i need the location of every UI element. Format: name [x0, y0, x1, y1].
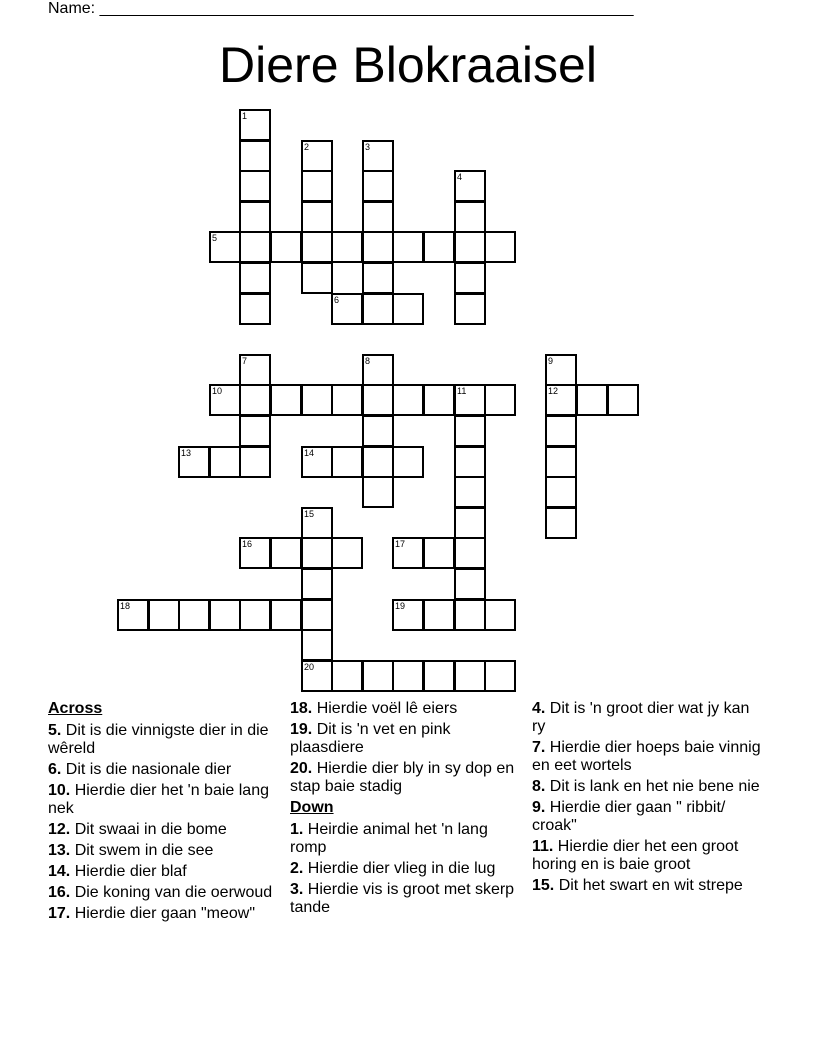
clue-text: Dit is 'n groot dier wat jy kan ry: [532, 700, 750, 735]
across-clue: [48, 722, 280, 758]
grid-cell[interactable]: [331, 293, 363, 325]
clue-num: 14.: [48, 863, 71, 880]
grid-cell[interactable]: [301, 629, 333, 661]
clue-num: 6.: [48, 761, 62, 778]
grid-cell[interactable]: [362, 262, 394, 294]
clue-num: 4.: [532, 700, 546, 717]
clue-number: 5: [212, 233, 218, 243]
grid-cell[interactable]: [362, 660, 394, 692]
down-clue: [290, 860, 522, 878]
clue-text: Dit is lank en het nie bene nie: [545, 778, 760, 795]
grid-cell[interactable]: [423, 599, 455, 631]
grid-cell[interactable]: [484, 660, 516, 692]
clue-text: Dit het swart en wit strepe: [554, 877, 743, 894]
grid-cell[interactable]: [454, 384, 486, 416]
grid-cell[interactable]: [301, 262, 333, 294]
grid-cell[interactable]: [239, 231, 271, 263]
clue-num: 3.: [290, 881, 304, 898]
across-clue: [290, 700, 522, 718]
clue-number: 2: [304, 142, 310, 152]
down-clue: [532, 877, 764, 895]
grid-cell[interactable]: [301, 568, 333, 600]
clue-number: 18: [120, 601, 131, 611]
down-clue: [532, 799, 764, 835]
grid-cell[interactable]: [392, 384, 424, 416]
down-clue: [532, 838, 764, 874]
grid-cell[interactable]: [239, 262, 271, 294]
clue-number: 13: [181, 448, 192, 458]
grid-cell[interactable]: [362, 446, 394, 478]
clue-number: 15: [304, 509, 315, 519]
clue-number: 8: [365, 356, 371, 366]
clue-number: 19: [395, 601, 406, 611]
across-clue: [48, 905, 280, 923]
grid-cell[interactable]: [392, 231, 424, 263]
grid-cell[interactable]: [239, 384, 271, 416]
clue-text: Hierdie voël lê eiers: [312, 700, 458, 717]
clue-num: 5.: [48, 722, 62, 739]
across-clue: [48, 782, 280, 818]
down-clue: [290, 881, 522, 917]
across-clue: [290, 760, 522, 796]
grid-cell[interactable]: [362, 415, 394, 447]
grid-cell[interactable]: [209, 384, 241, 416]
clue-text: Hierdie dier het een groot horing en is baie groot: [532, 838, 739, 873]
grid-cell[interactable]: [239, 537, 271, 569]
clue-num: 13.: [48, 842, 71, 859]
name-field-label: Name: ____________________________________________________________: [48, 0, 634, 17]
down-clue: [290, 821, 522, 857]
grid-cell[interactable]: [607, 384, 639, 416]
clue-number: 17: [395, 539, 406, 549]
grid-cell[interactable]: [362, 170, 394, 202]
grid-cell[interactable]: [392, 537, 424, 569]
down-heading: Down: [290, 799, 334, 816]
grid-cell[interactable]: [454, 507, 486, 539]
clue-column-3: [532, 700, 764, 898]
clue-number: 16: [242, 539, 253, 549]
grid-cell[interactable]: [362, 201, 394, 233]
clue-number: 1: [242, 111, 248, 121]
across-clue: [48, 884, 280, 902]
grid-cell[interactable]: [484, 384, 516, 416]
across-clue: [48, 761, 280, 779]
grid-cell[interactable]: [117, 599, 149, 631]
grid-cell[interactable]: [301, 201, 333, 233]
grid-cell[interactable]: [301, 446, 333, 478]
grid-cell[interactable]: [423, 384, 455, 416]
grid-cell[interactable]: [454, 170, 486, 202]
grid-cell[interactable]: [545, 354, 577, 386]
grid-cell[interactable]: [331, 660, 363, 692]
grid-cell[interactable]: [301, 384, 333, 416]
grid-cell[interactable]: [362, 476, 394, 508]
grid-cell[interactable]: [454, 537, 486, 569]
clue-number: 3: [365, 142, 371, 152]
clue-text: Hierdie dier blaf: [70, 863, 187, 880]
grid-cell[interactable]: [484, 599, 516, 631]
clue-num: 15.: [532, 877, 555, 894]
across-clue: [48, 842, 280, 860]
grid-cell[interactable]: [454, 201, 486, 233]
clue-num: 7.: [532, 739, 546, 756]
grid-cell[interactable]: [392, 446, 424, 478]
grid-cell[interactable]: [301, 660, 333, 692]
grid-cell[interactable]: [331, 446, 363, 478]
clue-number: 20: [304, 662, 315, 672]
grid-cell[interactable]: [239, 415, 271, 447]
grid-cell[interactable]: [301, 231, 333, 263]
clue-text: Hierdie dier het 'n baie lang nek: [48, 782, 269, 817]
clue-text: Dit swem in die see: [70, 842, 214, 859]
grid-cell[interactable]: [239, 170, 271, 202]
grid-cell[interactable]: [301, 170, 333, 202]
grid-cell[interactable]: [362, 384, 394, 416]
grid-cell[interactable]: [454, 231, 486, 263]
clue-number: 10: [212, 386, 223, 396]
grid-cell[interactable]: [545, 446, 577, 478]
clue-text: Hierdie dier gaan "meow": [70, 905, 256, 922]
clue-num: 18.: [290, 700, 313, 717]
clue-num: 20.: [290, 760, 313, 777]
grid-cell[interactable]: [301, 507, 333, 539]
clue-number: 14: [304, 448, 315, 458]
clue-text: Hierdie dier bly in sy dop en stap baie stadig: [290, 760, 515, 795]
grid-cell[interactable]: [423, 537, 455, 569]
grid-cell[interactable]: [484, 231, 516, 263]
clue-text: Hierdie vis is groot met skerp tande: [290, 881, 515, 916]
page-title: Diere Blokraaisel: [219, 37, 597, 93]
clue-num: 10.: [48, 782, 71, 799]
grid-cell[interactable]: [239, 354, 271, 386]
grid-cell[interactable]: [270, 384, 302, 416]
grid-cell[interactable]: [545, 415, 577, 447]
down-clue: [532, 700, 764, 736]
across-clue: [48, 863, 280, 881]
clue-num: 1.: [290, 821, 304, 838]
grid-cell[interactable]: [454, 446, 486, 478]
grid-cell[interactable]: [270, 537, 302, 569]
grid-cell[interactable]: [178, 446, 210, 478]
grid-cell[interactable]: [331, 231, 363, 263]
grid-cell[interactable]: [331, 384, 363, 416]
grid-cell[interactable]: [423, 231, 455, 263]
clue-text: Dit swaai in die bome: [70, 821, 227, 838]
grid-cell[interactable]: [454, 660, 486, 692]
clue-num: 9.: [532, 799, 546, 816]
grid-cell[interactable]: [362, 293, 394, 325]
grid-cell[interactable]: [209, 446, 241, 478]
clue-num: 12.: [48, 821, 71, 838]
grid-cell[interactable]: [362, 231, 394, 263]
clue-num: 17.: [48, 905, 71, 922]
clue-text: Hierdie dier gaan " ribbit/ croak": [532, 799, 726, 834]
clue-num: 2.: [290, 860, 304, 877]
grid-cell[interactable]: [301, 140, 333, 172]
grid-cell[interactable]: [576, 384, 608, 416]
grid-cell[interactable]: [239, 140, 271, 172]
grid-cell[interactable]: [454, 568, 486, 600]
grid-cell[interactable]: [301, 599, 333, 631]
grid-cell[interactable]: [545, 507, 577, 539]
grid-cell[interactable]: [270, 599, 302, 631]
grid-cell[interactable]: [423, 660, 455, 692]
grid-cell[interactable]: [239, 201, 271, 233]
grid-cell[interactable]: [178, 599, 210, 631]
clue-text: Hierdie dier hoeps baie vinnig en eet wortels: [532, 739, 761, 774]
clue-text: Dit is 'n vet en pink plaasdiere: [290, 721, 451, 756]
grid-cell[interactable]: [392, 660, 424, 692]
clue-num: 8.: [532, 778, 546, 795]
clue-number: 7: [242, 356, 248, 366]
clue-text: Hierdie dier vlieg in die lug: [303, 860, 496, 877]
grid-cell[interactable]: [454, 476, 486, 508]
grid-cell[interactable]: [148, 599, 180, 631]
clue-number: 9: [548, 356, 554, 366]
clue-text: Heirdie animal het 'n lang romp: [290, 821, 488, 856]
grid-cell[interactable]: [239, 293, 271, 325]
clue-number: 4: [457, 172, 463, 182]
grid-cell[interactable]: [454, 262, 486, 294]
across-heading: Across: [48, 700, 103, 717]
clue-num: 19.: [290, 721, 313, 738]
clue-column-1: [48, 700, 280, 926]
grid-cell[interactable]: [545, 476, 577, 508]
grid-cell[interactable]: [454, 599, 486, 631]
grid-cell[interactable]: [239, 599, 271, 631]
grid-cell[interactable]: [454, 415, 486, 447]
down-clue: [532, 778, 764, 796]
clue-num: 16.: [48, 884, 71, 901]
clue-num: 11.: [532, 838, 554, 855]
clue-number: 12: [548, 386, 559, 396]
grid-cell[interactable]: [545, 384, 577, 416]
grid-cell[interactable]: [239, 109, 271, 141]
clue-text: Die koning van die oerwoud: [70, 884, 273, 901]
grid-cell[interactable]: [331, 537, 363, 569]
clue-column-2: [290, 700, 522, 920]
across-clue: [48, 821, 280, 839]
grid-cell[interactable]: [270, 231, 302, 263]
grid-cell[interactable]: [362, 354, 394, 386]
clue-text: Dit is die vinnigste dier in die wêreld: [48, 722, 269, 757]
clue-text: Dit is die nasionale dier: [61, 761, 232, 778]
clue-number: 11: [457, 386, 467, 396]
grid-cell[interactable]: [362, 140, 394, 172]
grid-cell[interactable]: [209, 231, 241, 263]
grid-cell[interactable]: [454, 293, 486, 325]
clue-number: 6: [334, 295, 340, 305]
grid-cell[interactable]: [392, 293, 424, 325]
across-clue: [290, 721, 522, 757]
down-clue: [532, 739, 764, 775]
grid-cell[interactable]: [209, 599, 241, 631]
grid-cell[interactable]: [239, 446, 271, 478]
grid-cell[interactable]: [301, 537, 333, 569]
grid-cell[interactable]: [392, 599, 424, 631]
